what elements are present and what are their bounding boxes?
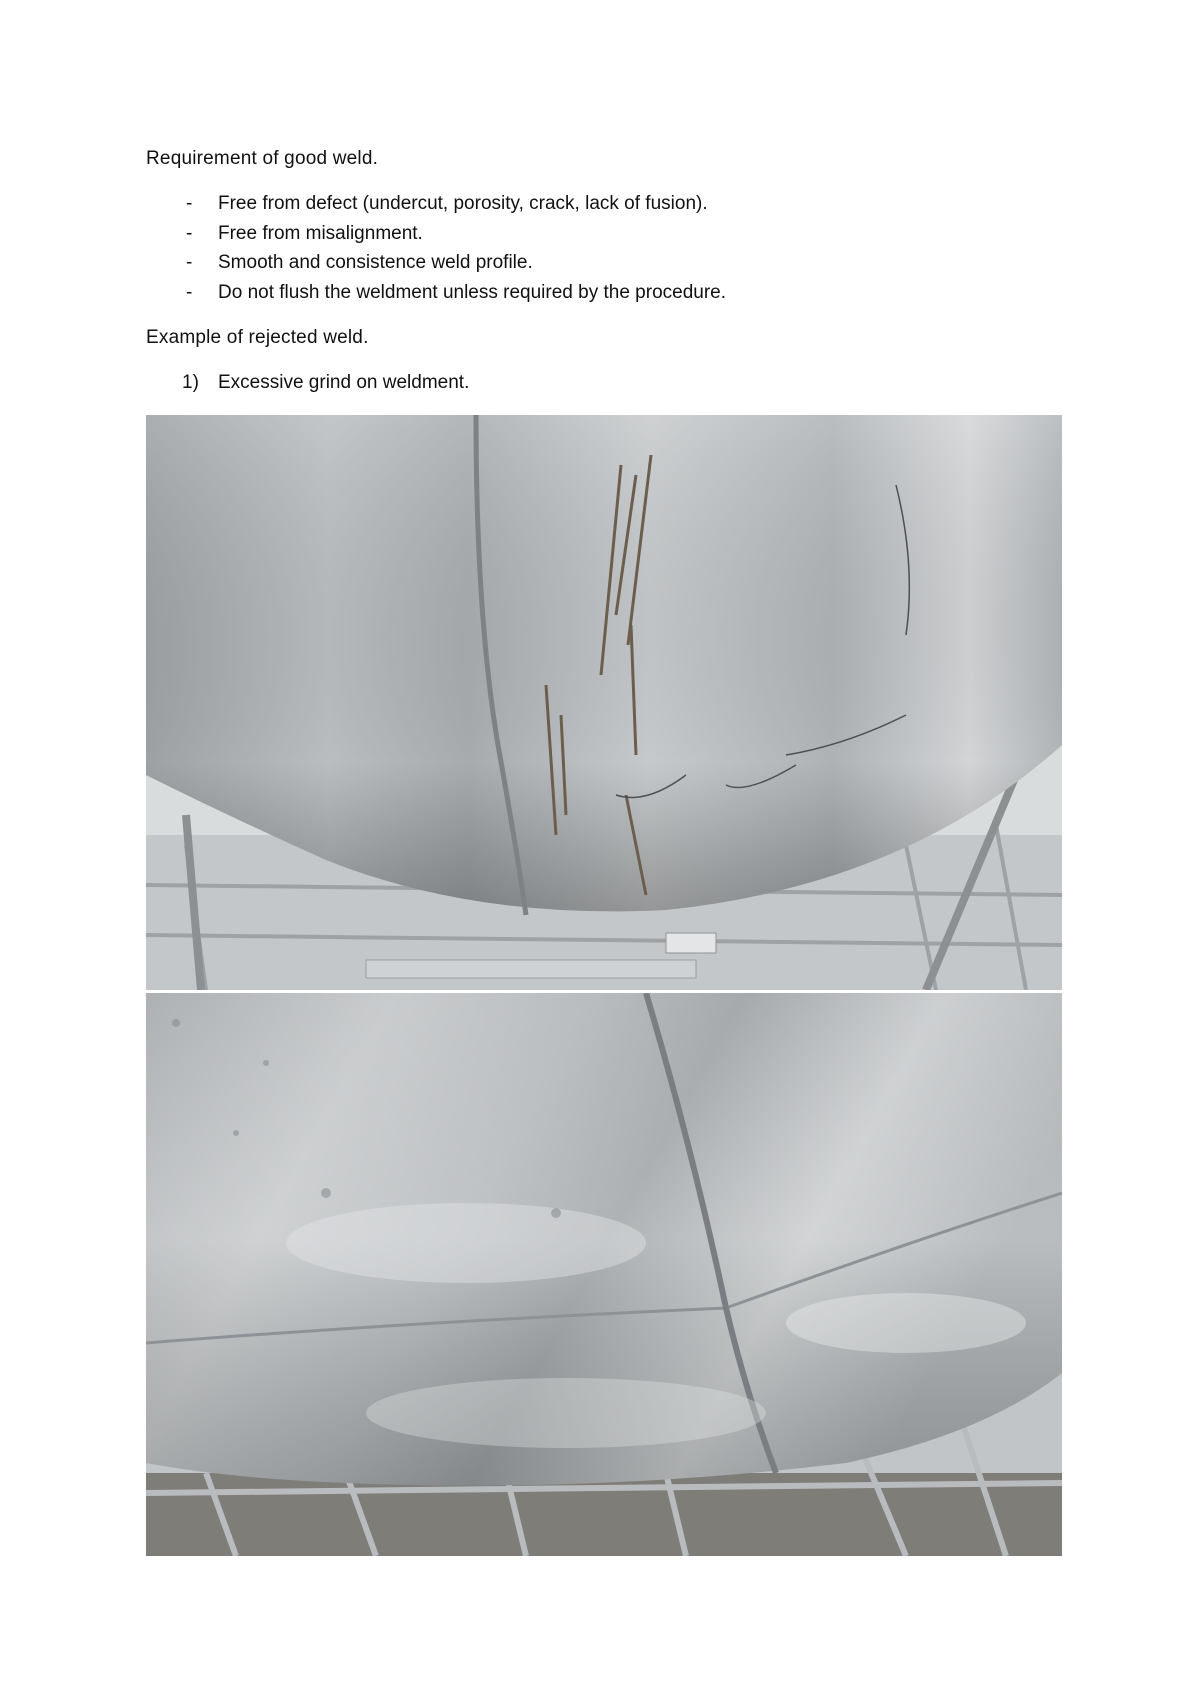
good-weld-list [186, 193, 726, 311]
list-item-text: Do not flush the weldment unless required by the procedure. [218, 281, 727, 303]
bullet-dash: - [186, 281, 193, 303]
weld-photo-2 [146, 993, 1062, 1556]
list-item [186, 223, 726, 253]
list-item [186, 193, 726, 223]
rejected-weld-heading: Example of rejected weld. [146, 327, 369, 348]
item-number: 1) [182, 372, 199, 393]
good-weld-heading: Requirement of good weld. [146, 148, 379, 169]
list-item [186, 252, 726, 282]
rejected-item [182, 372, 469, 394]
list-item-text: Free from defect (undercut, porosity, crack, lack of fusion). [218, 193, 708, 214]
bullet-dash: - [186, 252, 193, 273]
bullet-dash: - [186, 193, 193, 214]
weld-photo-1 [146, 415, 1062, 990]
weld-photo-2-image [146, 993, 1062, 1556]
list-item-text: Smooth and consistence weld profile. [218, 252, 533, 273]
bullet-dash: - [186, 222, 193, 244]
list-item-text: Free from misalignment. [218, 222, 423, 244]
weld-photo-1-image [146, 415, 1062, 990]
item-text: Excessive grind on weldment. [218, 372, 470, 393]
list-item [186, 282, 726, 312]
